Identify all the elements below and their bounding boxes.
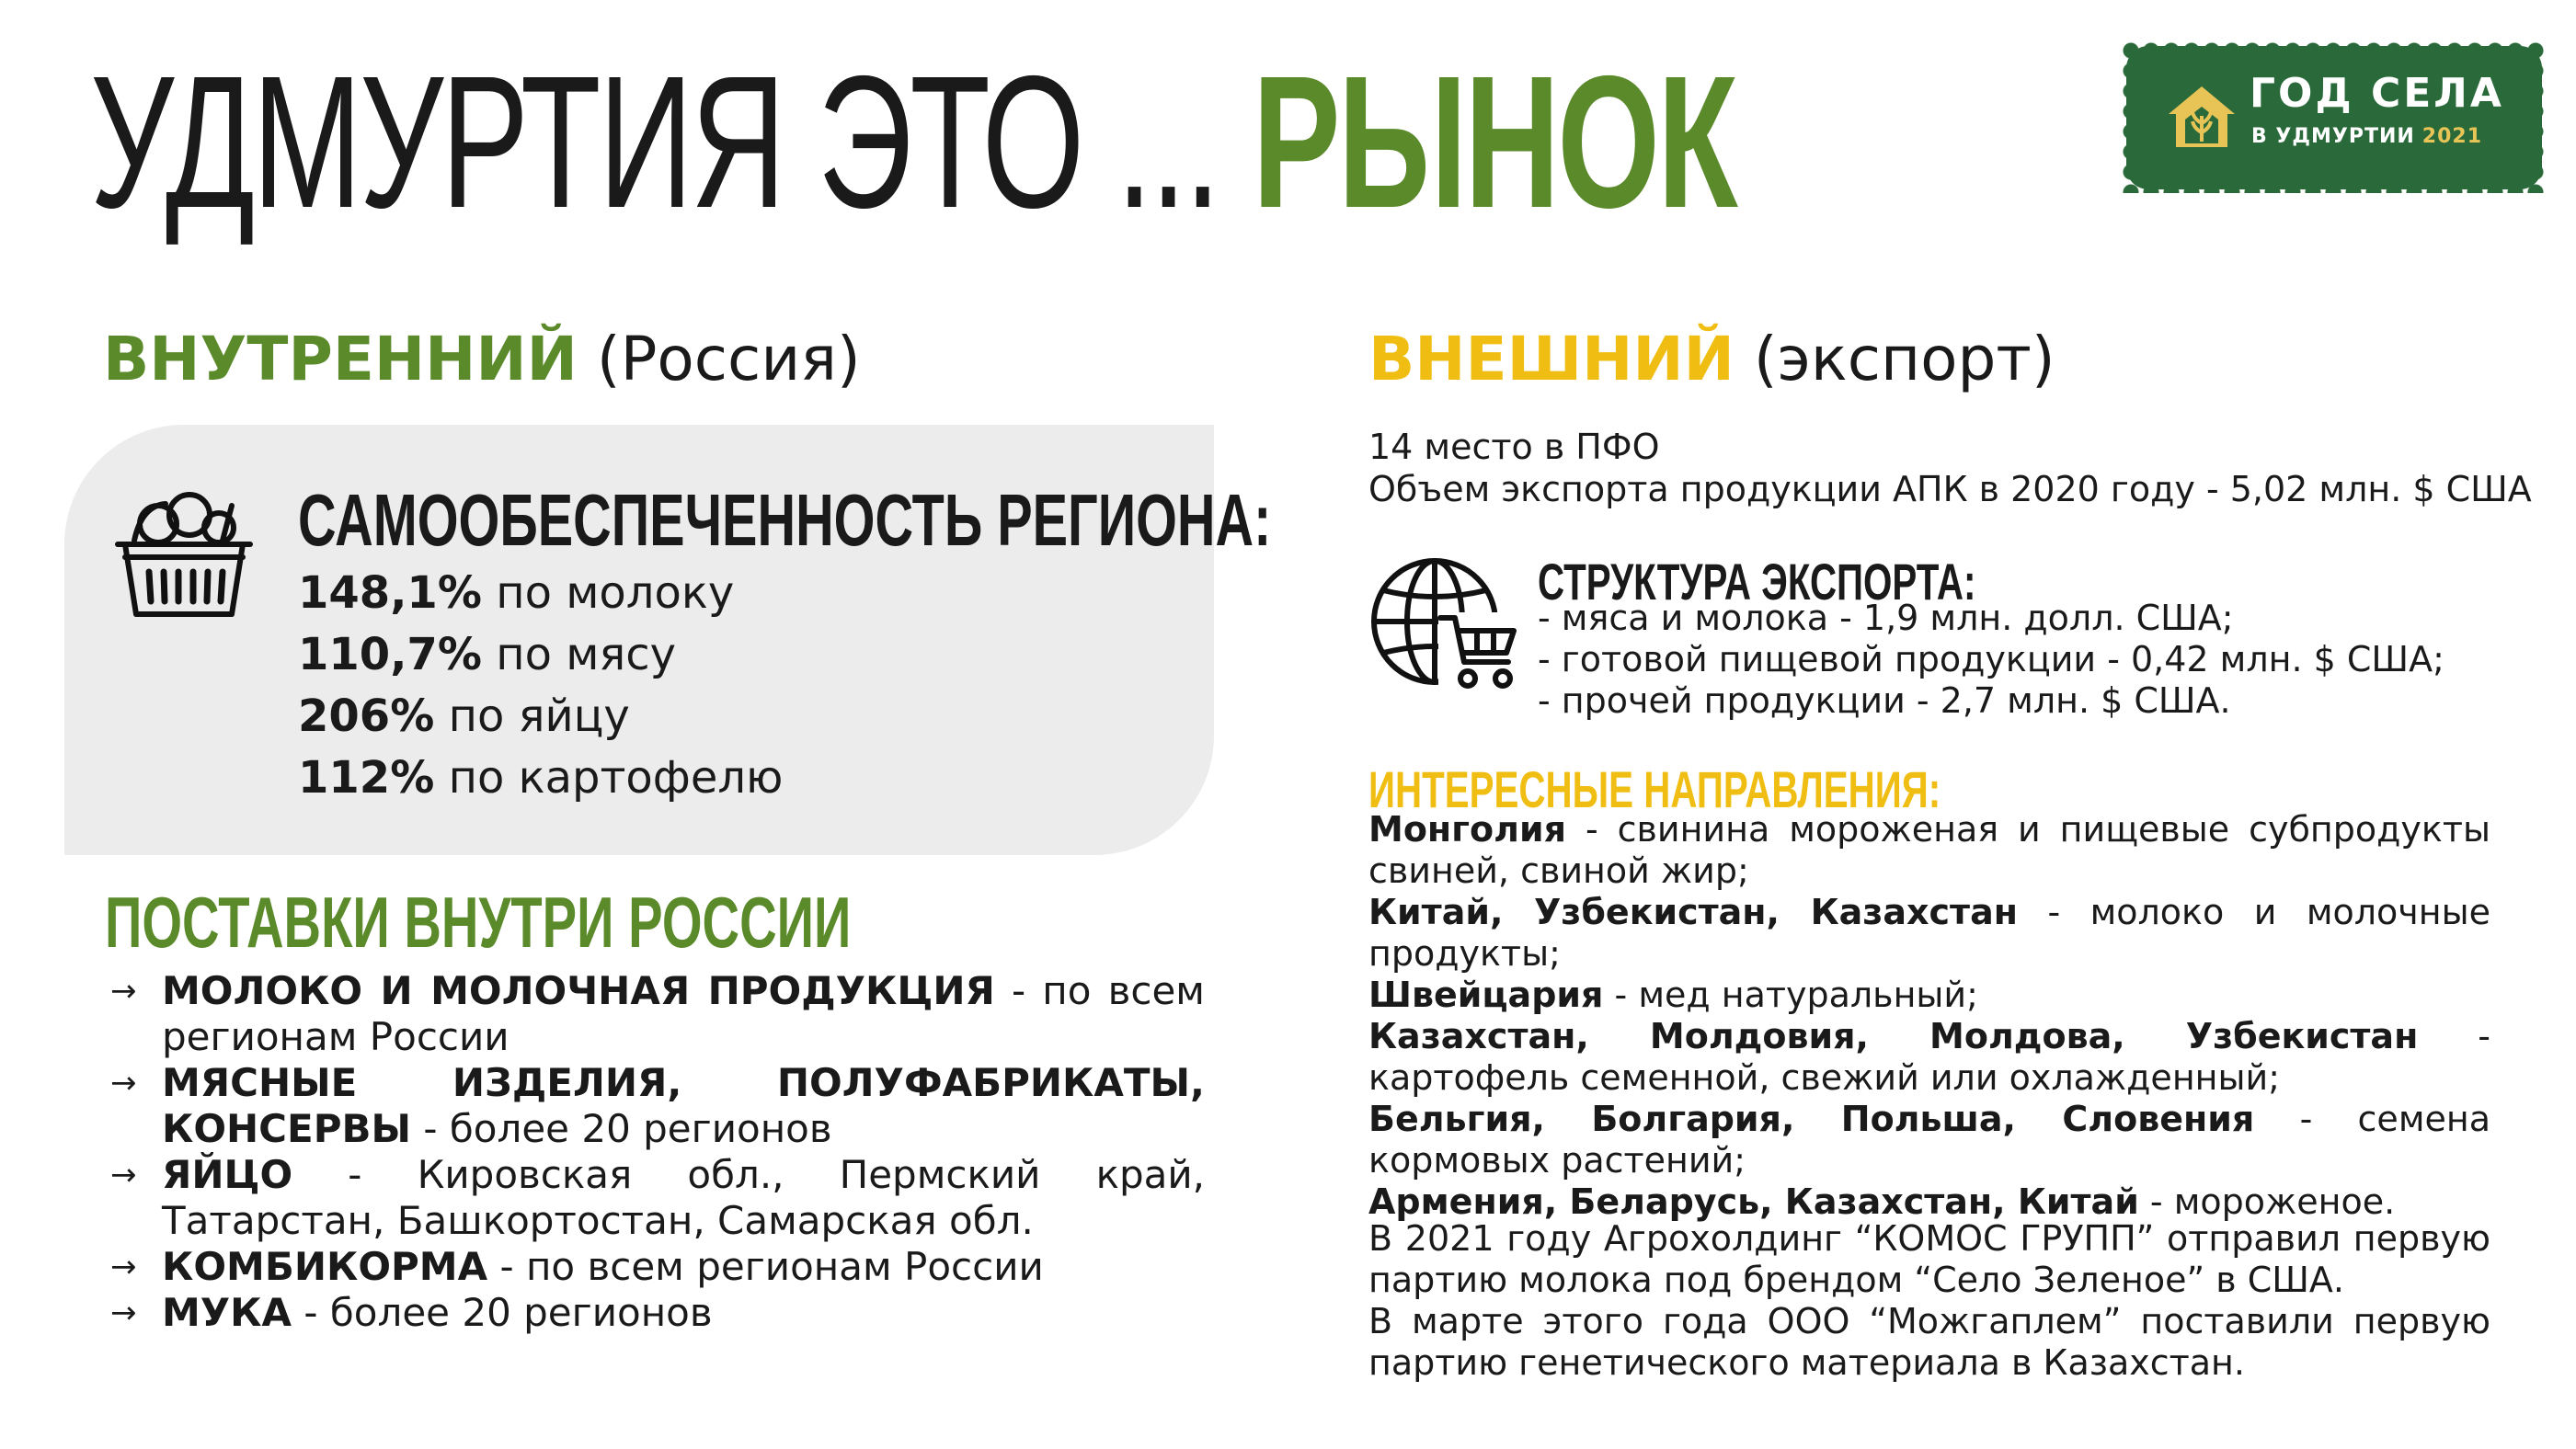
list-item <box>110 1152 1205 1244</box>
item-text: - по всем регионам России <box>162 968 1205 1059</box>
item-text: - Кировская обл., Пермский край, Татарстан, Башкортостан, Самарская обл. <box>162 1152 1205 1243</box>
page-title <box>90 37 1735 247</box>
export-rank: 14 место в ПФО <box>1368 427 1660 467</box>
list-item <box>110 1244 1205 1290</box>
list-item <box>110 1290 1205 1336</box>
external-heading-rest: (экспорт) <box>1753 324 2055 394</box>
news-paragraph: В марте этого года ООО “Можгаплем” поставили первую партию генетического материала в Казахстан. <box>1368 1301 2490 1383</box>
list-item <box>1368 1016 2490 1099</box>
external-heading-bold: ВНЕШНИЙ <box>1368 324 1735 394</box>
news-paragraph: В 2021 году Агрохолдинг “КОМОС ГРУПП” отправил первую партию молока под брендом “Село Зеленое” в США. <box>1368 1218 2490 1300</box>
export-structure-title: СТРУКТУРА ЭКСПОРТА: <box>1538 553 1976 610</box>
arrow-icon: → <box>110 1065 137 1101</box>
item-text: - картофель семенной, свежий или охлажденный; <box>1368 1016 2490 1098</box>
list-item <box>298 747 783 809</box>
item-bold: МЯСНЫЕ ИЗДЕЛИЯ, ПОЛУФАБРИКАТЫ, КОНСЕРВЫ <box>162 1060 1205 1151</box>
item-text: - семена кормовых растений; <box>1368 1099 2490 1181</box>
export-structure-list <box>1538 598 2444 722</box>
item-value: 148,1% <box>298 567 482 619</box>
item-text: - свинина мороженая и пищевые субпродукты свиней, свиной жир; <box>1368 809 2490 891</box>
list-item: - готовой пищевой продукции - 0,42 млн. $ США; <box>1538 639 2444 679</box>
logo-region: В УДМУРТИИ <box>2251 125 2415 148</box>
arrow-icon: → <box>110 1157 137 1193</box>
export-info <box>1368 426 2532 510</box>
item-value: 112% <box>298 752 435 804</box>
list-item <box>1368 892 2490 975</box>
item-bold: Монголия <box>1368 809 1566 850</box>
list-item: - прочей продукции - 2,7 млн. $ США. <box>1538 680 2231 721</box>
logo-line1: ГОД СЕЛА <box>2250 70 2504 117</box>
internal-heading <box>103 324 861 394</box>
list-item <box>110 1060 1205 1152</box>
list-item <box>1368 809 2490 892</box>
title-accent: РЫНОК <box>1252 37 1735 247</box>
item-text: - более 20 регионов <box>423 1106 832 1151</box>
list-item <box>298 624 783 686</box>
item-text: по картофелю <box>448 752 784 804</box>
basket-icon <box>110 487 258 625</box>
export-volume: Объем экспорта продукции АПК в 2020 году - 5,02 млн. $ США <box>1368 469 2532 509</box>
logo-line2 <box>2251 125 2482 148</box>
item-value: 206% <box>298 690 435 742</box>
item-text: - по всем регионам России <box>499 1244 1044 1289</box>
directions-title: ИНТЕРЕСНЫЕ НАПРАВЛЕНИЯ: <box>1368 760 1941 818</box>
supply-title: ПОСТАВКИ ВНУТРИ РОССИИ <box>105 882 852 963</box>
item-bold: Армения, Беларусь, Казахстан, Китай <box>1368 1181 2139 1222</box>
list-item <box>1368 1181 2490 1223</box>
house-wheat-icon <box>2165 79 2238 153</box>
supply-list <box>110 968 1205 1336</box>
globe-cart-icon <box>1365 552 1521 699</box>
year-of-village-logo <box>2132 51 2536 184</box>
item-text: - мороженое. <box>2149 1181 2396 1222</box>
external-heading <box>1368 324 2055 394</box>
list-item <box>298 686 783 747</box>
item-text: - мед натуральный; <box>1614 975 1978 1015</box>
list-item <box>1368 1099 2490 1181</box>
list-item <box>110 968 1205 1060</box>
item-text: по молоку <box>496 567 735 619</box>
logo-year: 2021 <box>2421 125 2483 148</box>
arrow-icon: → <box>110 1249 137 1285</box>
item-bold: Бельгия, Болгария, Польша, Словения <box>1368 1099 2255 1139</box>
list-item <box>1368 975 2490 1016</box>
item-bold: Китай, Узбекистан, Казахстан <box>1368 892 2018 932</box>
self-sufficiency-title: САМООБЕСПЕЧЕННОСТЬ РЕГИОНА: <box>298 479 1272 561</box>
arrow-icon: → <box>110 1295 137 1331</box>
item-bold: Швейцария <box>1368 975 1604 1015</box>
item-text: по мясу <box>496 629 677 680</box>
export-news <box>1368 1218 2490 1384</box>
item-text: - более 20 регионов <box>303 1290 713 1335</box>
item-bold: КОМБИКОРМА <box>162 1244 488 1289</box>
item-bold: Казахстан, Молдовия, Молдова, Узбекистан <box>1368 1016 2419 1056</box>
item-bold: ЯЙЦО <box>162 1152 293 1197</box>
item-text: по яйцу <box>448 690 630 742</box>
list-item: - мяса и молока - 1,9 млн. долл. США; <box>1538 598 2234 638</box>
item-text: - молоко и молочные продукты; <box>1368 892 2490 974</box>
item-bold: МОЛОКО И МОЛОЧНАЯ ПРОДУКЦИЯ <box>162 968 995 1013</box>
internal-heading-rest: (Россия) <box>596 324 861 394</box>
internal-heading-bold: ВНУТРЕННИЙ <box>103 324 578 394</box>
item-bold: МУКА <box>162 1290 292 1335</box>
item-value: 110,7% <box>298 629 482 680</box>
self-sufficiency-list <box>298 563 783 809</box>
arrow-icon: → <box>110 973 137 1010</box>
list-item <box>298 563 783 624</box>
title-main: УДМУРТИЯ ЭТО ... <box>90 37 1219 247</box>
directions-list <box>1368 809 2490 1223</box>
